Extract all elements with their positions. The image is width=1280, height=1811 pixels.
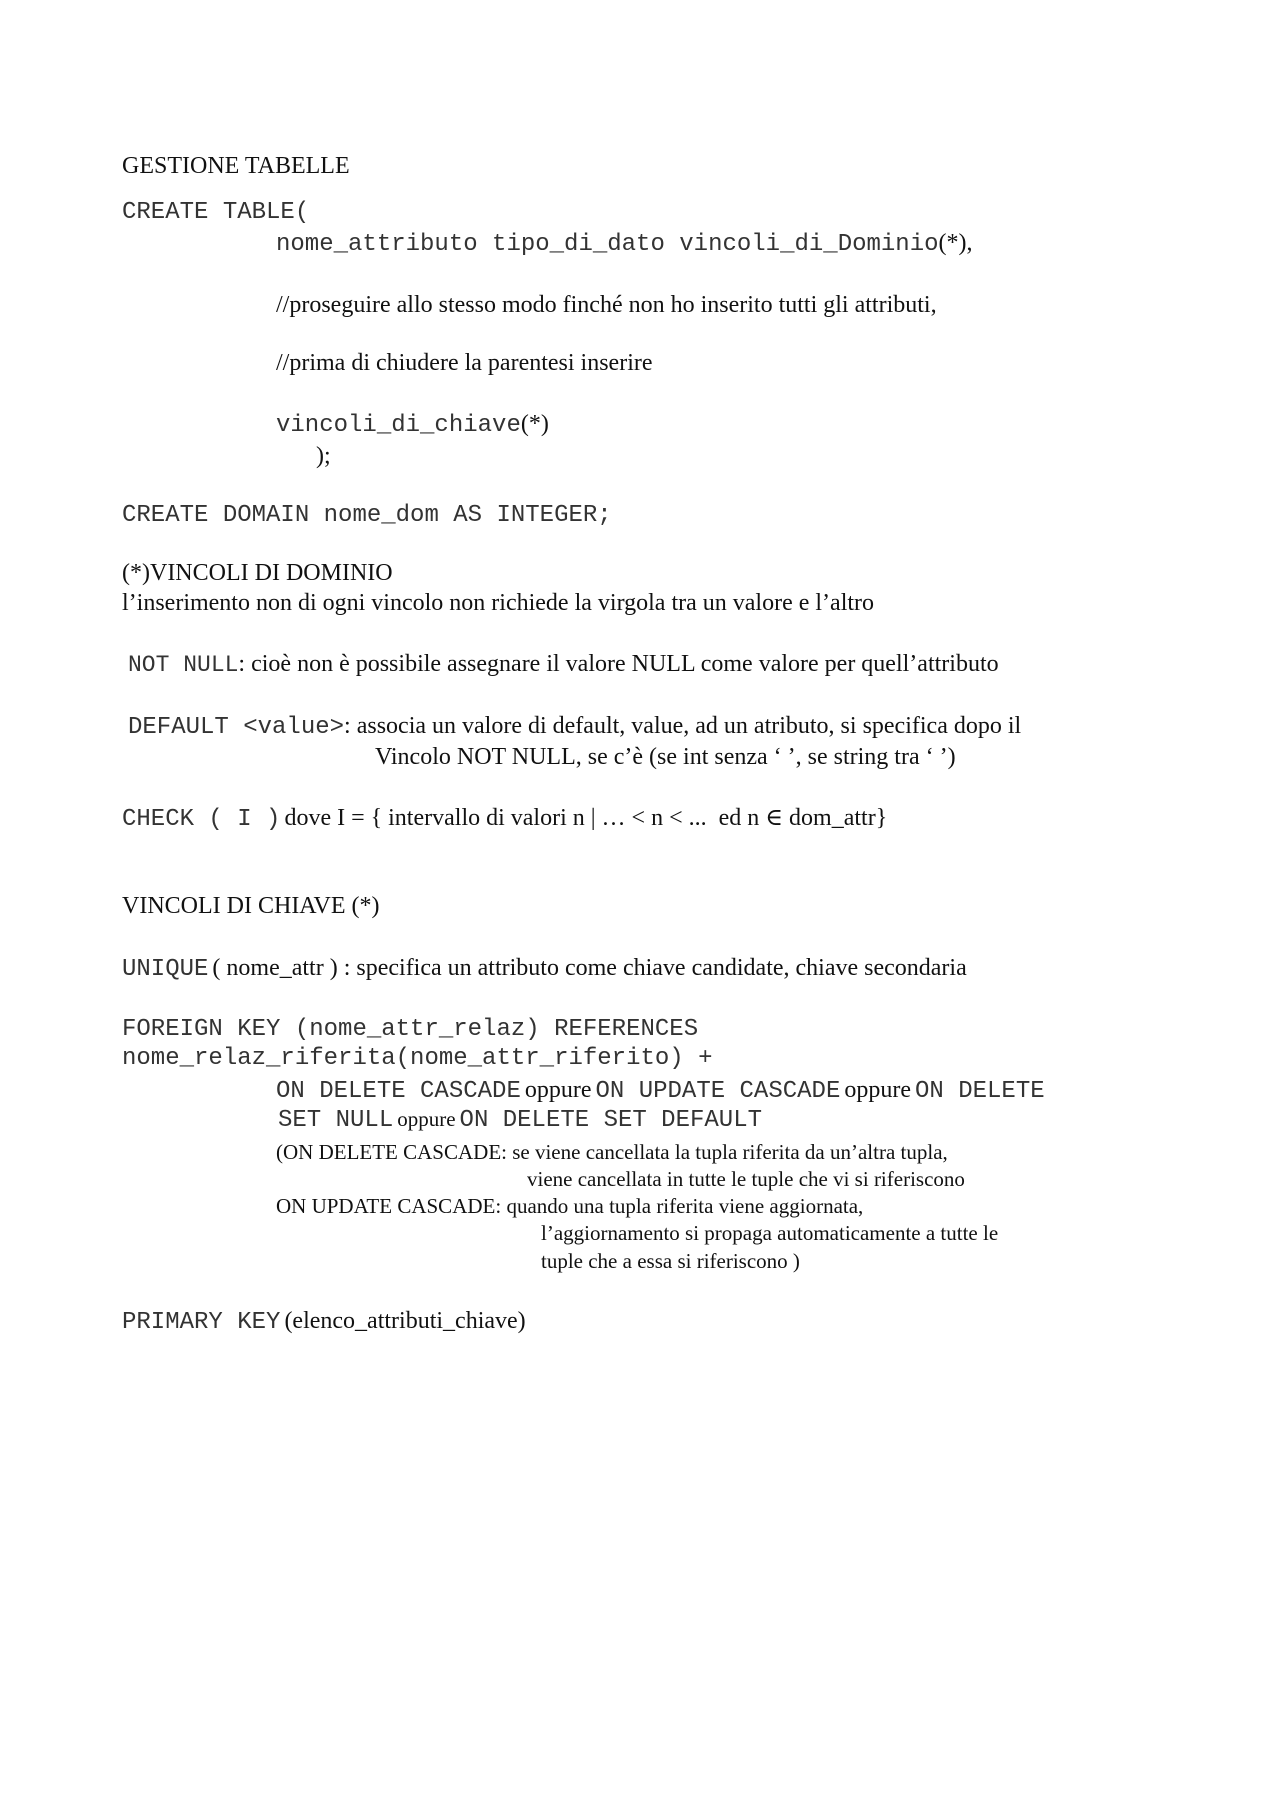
note-on-update-text-3: tuple che a essa si riferiscono ) — [541, 1249, 800, 1273]
not-null-line — [128, 651, 999, 679]
fk-option-on-update-cascade: ON UPDATE CASCADE — [595, 1078, 841, 1105]
default-text: : associa un valore di default, value, ad un atributo, si specifica dopo il — [344, 713, 1022, 739]
check-text: dove I = { intervallo di valori n | … < n < ... ed n ∈ dom_attr} — [284, 805, 888, 831]
foreign-key-options-line-1 — [276, 1077, 1045, 1106]
note-on-update-text-1: quando una tupla riferita viene aggiornata, — [506, 1194, 864, 1218]
note-on-delete-label: (ON DELETE CASCADE: — [276, 1140, 513, 1164]
foreign-key-line-2: nome_relaz_riferita(nome_attr_riferito) + — [122, 1045, 713, 1072]
page-title: GESTIONE TABELLE — [122, 153, 350, 179]
attribute-definition-code: nome_attributo tipo_di_dato vincoli_di_Dominio — [276, 231, 939, 258]
unique-text: ( nome_attr ) : specifica un attributo come chiave candidate, chiave secondaria — [212, 955, 967, 981]
note-on-delete-cascade — [276, 1140, 948, 1164]
unique-line — [122, 955, 967, 984]
key-constraints-code: vincoli_di_chiave — [276, 412, 521, 439]
foreign-key-options-line-2 — [278, 1107, 762, 1135]
create-table-open: CREATE TABLE( — [122, 199, 310, 226]
fk-option-set-null: SET NULL — [278, 1107, 394, 1134]
unique-code: UNIQUE — [122, 956, 209, 983]
check-line — [122, 805, 887, 834]
foreign-key-line-1: FOREIGN KEY (nome_attr_relaz) REFERENCES — [122, 1016, 699, 1043]
oppure-text: oppure — [844, 1077, 911, 1103]
fk-option-on-delete: ON DELETE — [915, 1078, 1045, 1105]
fk-option-on-delete-cascade: ON DELETE CASCADE — [276, 1078, 521, 1105]
check-code: CHECK ( I ) — [122, 806, 281, 833]
key-constraints-line — [276, 411, 549, 440]
key-constraints-heading: VINCOLI DI CHIAVE (*) — [122, 893, 380, 919]
primary-key-text: (elenco_attributi_chiave) — [284, 1308, 526, 1334]
default-code: DEFAULT <value> — [128, 714, 345, 741]
not-null-text: : cioè non è possibile assegnare il valore NULL come valore per quell’attributo — [238, 651, 999, 677]
key-constraints-suffix: (*) — [520, 411, 549, 437]
note-on-update-label: ON UPDATE CASCADE: — [276, 1194, 507, 1218]
comment-before-close: //prima di chiudere la parentesi inserire — [276, 350, 653, 376]
primary-key-code: PRIMARY KEY — [122, 1309, 281, 1336]
default-line — [128, 713, 1021, 742]
comment-continue: //proseguire allo stesso modo finché non ho inserito tutti gli attributi, — [276, 292, 937, 318]
domain-constraints-intro: l’inserimento non di ogni vincolo non richiede la virgola tra un valore e l’altro — [122, 590, 875, 616]
note-on-update-text-2: l’aggiornamento si propaga automaticamente a tutte le — [541, 1221, 999, 1245]
create-domain-statement: CREATE DOMAIN nome_dom AS INTEGER; — [122, 502, 612, 529]
note-on-delete-text-1: se viene cancellata la tupla riferita da un’altra tupla, — [512, 1140, 948, 1164]
attribute-definition-suffix: (*), — [938, 230, 973, 256]
note-on-delete-text-2: viene cancellata in tutte le tuple che vi si riferiscono — [527, 1167, 965, 1191]
fk-option-on-delete-set-default: ON DELETE SET DEFAULT — [459, 1107, 762, 1134]
oppure-text: oppure — [524, 1077, 592, 1103]
default-text-continued: Vincolo NOT NULL, se c’è (se int senza ‘ ’, se string tra ‘ ’) — [375, 744, 956, 770]
domain-constraints-heading: (*)VINCOLI DI DOMINIO — [122, 560, 393, 586]
not-null-code: NOT NULL — [128, 652, 239, 678]
attribute-definition-line — [276, 230, 973, 259]
note-on-update-cascade — [276, 1194, 863, 1218]
create-table-close: ); — [316, 443, 331, 469]
primary-key-line — [122, 1308, 526, 1337]
oppure-text: oppure — [397, 1107, 456, 1131]
